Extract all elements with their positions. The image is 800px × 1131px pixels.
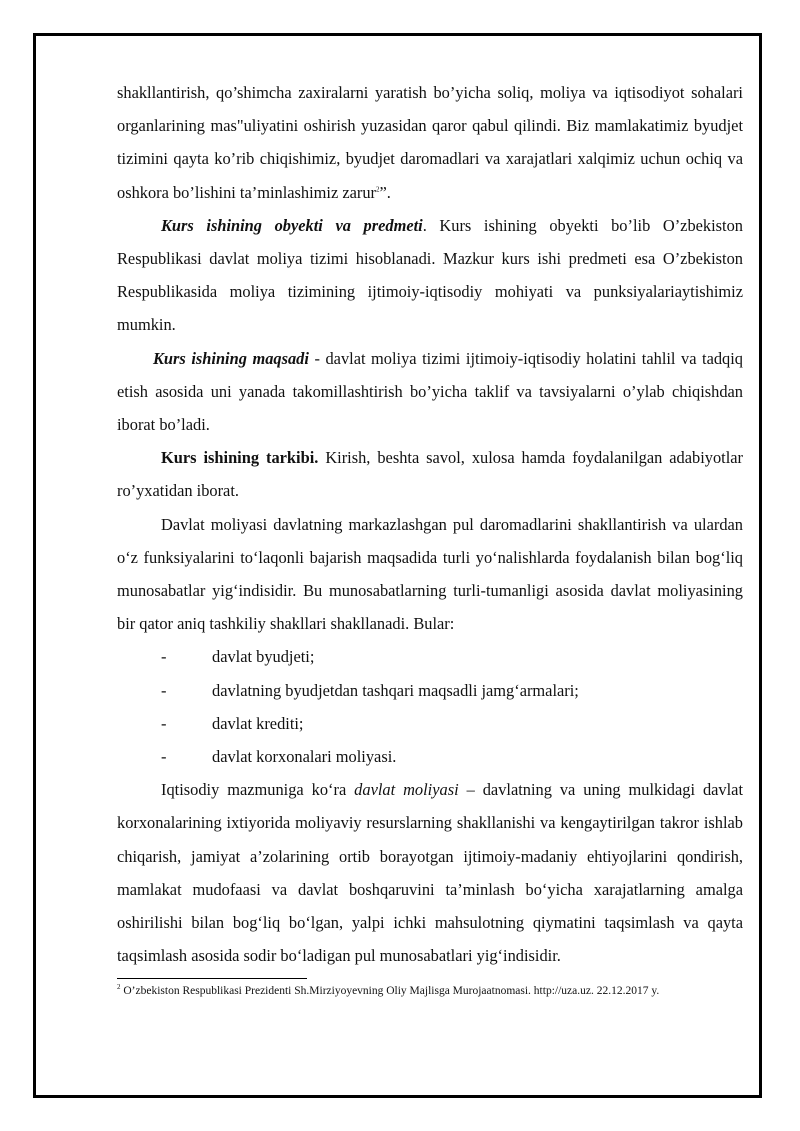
footnote-mark: 2 [117,983,121,992]
paragraph-object-subject: Kurs ishining obyekti va predmeti. Kurs ishining obyekti bo’lib O’zbekiston Respublikasi davlat moliya tizimi hisoblanadi. Mazkur kurs ishi predmeti esa O’zbekiston Respublikasida moliya tizimining ijtimoiy-iqtisodiy mohiyati va punksiyalariaytishimiz mumkin. [117,215,743,335]
footnote-separator [117,978,307,979]
list-item: - davlatning byudjetdan tashqari maqsadli jamg‘armalari; [117,674,743,707]
footnote: $^2$ O’zbekiston Respublikasi Prezidenti Sh.Mirziyoyevning Oliy Majlisga Murojaatnomasi. http://uza.uz. 22.12.2017 y. [117,983,660,998]
paragraph-state-finance: Davlat moliyasi davlatning markazlashgan pul daromadlarini shakllantirish va ulardan o‘z funksiyalarini to‘laqonli bajarish maqsadida turli yo‘nalishlarda foydalanish bilan bog‘liq munosabatlar yig‘indisidir. Bu munosabatlarning turli-tumanligi asosida davlat moliyasining bir qator aniq tashkiliy shakllari shakllanadi. Bular: [117,514,743,634]
finance-forms-list [117,640,743,773]
list-item: - davlat korxonalari moliyasi. [117,740,743,773]
heading-goal: Kurs ishining maqsadi [153,348,309,368]
paragraph-intro-continuation: shakllantirish, qo’shimcha zaxiralarni yaratish bo’yicha soliq, moliya va iqtisodiyot sohalari organlarining mas"uliyatini oshirish yuzasidan qaror qabul qilindi. Biz mamlakatimiz byudjet tizimini qayta ko’rib chiqishimiz, byudjet daromadlari va xarajatlari xalqimiz uchun ochiq va oshkora bo’lishini ta’minlashimiz zarur$^2$”. [117,83,743,202]
dash-bullet: - [161,747,167,767]
list-item: - davlat krediti; [117,707,743,740]
paragraph-economic-content: Iqtisodiy mazmuniga ko‘ra davlat moliyasi – davlatning va uning mulkidagi davlat korxonalarining ixtiyorida moliyaviy resurslarning shakllanishi va kengaytirilgan takror ishlab chiqarish, jamiyat a’zolarining ortib borayotgan ijtimoiy-madaniy ehtiyojlarini qondirish, mamlakat mudofaasi va davlat boshqaruvini ta’minlash bo‘yicha xarajatlarning amalga oshirilishi bilan bog‘liq bo‘lgan, yalpi ichki mahsulotning qiymatini taqsimlash va qayta taqsimlash asosida sodir bo‘ladigan pul munosabatlari yig‘indisidir. [117,780,744,966]
heading-structure: Kurs ishining tarkibi. [161,448,319,468]
paragraph-structure: Kurs ishining tarkibi. Kirish, beshta savol, xulosa hamda foydalanilgan adabiyotlar ro’yxatidan iborat. [117,448,743,501]
dash-bullet: - [161,647,167,667]
document-body [117,76,743,1000]
dash-bullet: - [161,713,167,733]
paragraph-goal: Kurs ishining maqsadi - davlat moliya tizimi ijtimoiy-iqtisodiy holatini tahlil va tadqiq etish asosida uni yanada takomillashtirish bo’yicha taklif va tavsiyalarni o’ylab chiqishdan iborat bo’ladi. [117,348,744,435]
list-item: - davlat byudjeti; [117,640,743,673]
heading-object-subject: Kurs ishining obyekti va predmeti [161,215,423,235]
dash-bullet: - [161,680,167,700]
term-davlat-moliyasi: davlat moliyasi [354,780,459,800]
footnote-reference[interactable]: 2 [376,185,380,194]
